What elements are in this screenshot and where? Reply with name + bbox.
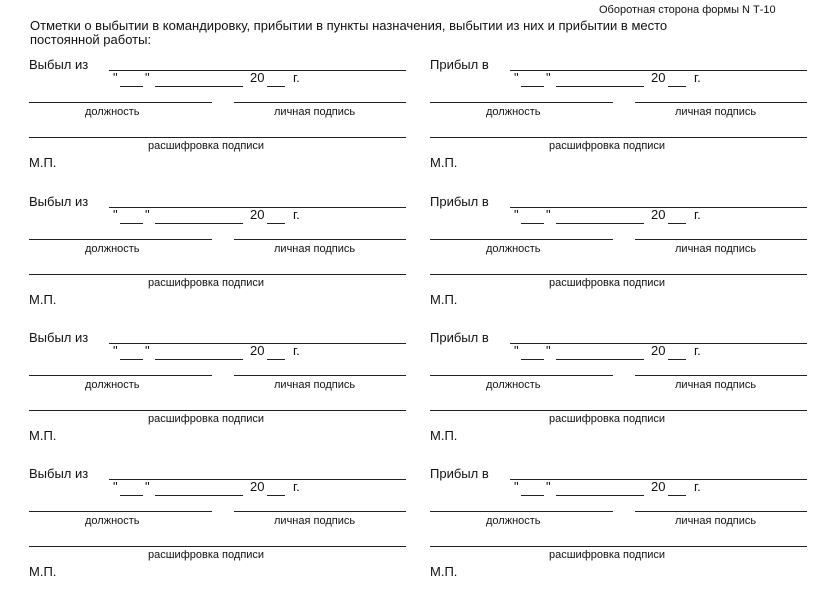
decoding-field[interactable]: [430, 410, 807, 411]
place-label: Прибыл в: [430, 194, 489, 209]
day-field[interactable]: [120, 223, 143, 224]
year-prefix: 20: [651, 207, 666, 222]
year-prefix: 20: [651, 70, 666, 85]
month-field[interactable]: [155, 359, 243, 360]
position-field[interactable]: [430, 239, 613, 240]
signature-field[interactable]: [234, 375, 406, 376]
position-caption: должность: [486, 243, 541, 255]
day-quote-close: ": [546, 70, 551, 85]
day-field[interactable]: [521, 359, 544, 360]
signature-caption: личная подпись: [274, 243, 356, 255]
decoding-field[interactable]: [430, 546, 807, 547]
signature-caption: личная подпись: [274, 106, 356, 118]
day-field[interactable]: [120, 86, 143, 87]
year-prefix: 20: [250, 70, 265, 85]
day-quote-close: ": [145, 343, 150, 358]
month-field[interactable]: [556, 86, 644, 87]
year-prefix: 20: [250, 207, 265, 222]
stamp-label: М.П.: [430, 155, 458, 170]
departure-block: [29, 194, 419, 334]
position-field[interactable]: [29, 239, 212, 240]
form-code: Оборотная сторона формы N Т-10: [599, 4, 776, 16]
place-label: Выбыл из: [29, 194, 89, 209]
signature-field[interactable]: [234, 511, 406, 512]
day-field[interactable]: [120, 495, 143, 496]
signature-caption: личная подпись: [675, 243, 757, 255]
month-field[interactable]: [155, 86, 243, 87]
place-label: Прибыл в: [430, 57, 489, 72]
day-quote-close: ": [145, 207, 150, 222]
place-label: Прибыл в: [430, 330, 489, 345]
signature-field[interactable]: [635, 375, 807, 376]
position-caption: должность: [486, 515, 541, 527]
decoding-field[interactable]: [29, 137, 406, 138]
position-caption: должность: [85, 515, 140, 527]
month-field[interactable]: [556, 359, 644, 360]
signature-field[interactable]: [635, 511, 807, 512]
day-quote-open: ": [113, 207, 118, 222]
month-field[interactable]: [155, 223, 243, 224]
decoding-caption: расшифровка подписи: [549, 549, 666, 561]
decoding-field[interactable]: [430, 274, 807, 275]
stamp-label: М.П.: [430, 564, 458, 579]
position-caption: должность: [85, 379, 140, 391]
position-caption: должность: [486, 379, 541, 391]
position-field[interactable]: [29, 375, 212, 376]
day-quote-open: ": [113, 70, 118, 85]
position-caption: должность: [486, 106, 541, 118]
stamp-label: М.П.: [430, 292, 458, 307]
stamp-label: М.П.: [29, 292, 57, 307]
day-field[interactable]: [521, 495, 544, 496]
position-caption: должность: [85, 106, 140, 118]
year-field[interactable]: [668, 86, 686, 87]
day-quote-open: ": [514, 343, 519, 358]
form-heading: Отметки о выбытии в командировку, прибытии в пункты назначения, выбытии из них и прибытии в место постоянной работы:: [30, 18, 668, 47]
decoding-caption: расшифровка подписи: [148, 140, 265, 152]
year-suffix: г.: [293, 70, 300, 85]
year-field[interactable]: [267, 359, 285, 360]
signature-caption: личная подпись: [675, 379, 757, 391]
day-quote-open: ": [113, 343, 118, 358]
signature-field[interactable]: [234, 239, 406, 240]
year-field[interactable]: [668, 359, 686, 360]
day-field[interactable]: [521, 223, 544, 224]
day-quote-close: ": [145, 70, 150, 85]
stamp-label: М.П.: [430, 428, 458, 443]
decoding-field[interactable]: [29, 410, 406, 411]
month-field[interactable]: [556, 223, 644, 224]
departure-block: [29, 466, 419, 606]
position-caption: должность: [85, 243, 140, 255]
year-prefix: 20: [250, 479, 265, 494]
decoding-caption: расшифровка подписи: [148, 413, 265, 425]
signature-field[interactable]: [635, 239, 807, 240]
departure-block: [29, 330, 419, 470]
signature-field[interactable]: [635, 102, 807, 103]
position-field[interactable]: [29, 511, 212, 512]
stamp-label: М.П.: [29, 428, 57, 443]
departure-block: [29, 57, 419, 197]
month-field[interactable]: [155, 495, 243, 496]
arrival-block: [430, 194, 820, 334]
place-label: Прибыл в: [430, 466, 489, 481]
arrival-block: [430, 57, 820, 197]
decoding-field[interactable]: [430, 137, 807, 138]
year-field[interactable]: [668, 223, 686, 224]
signature-caption: личная подпись: [675, 106, 757, 118]
year-field[interactable]: [267, 223, 285, 224]
signature-caption: личная подпись: [675, 515, 757, 527]
year-field[interactable]: [668, 495, 686, 496]
decoding-caption: расшифровка подписи: [148, 549, 265, 561]
position-field[interactable]: [430, 511, 613, 512]
year-suffix: г.: [694, 479, 701, 494]
year-prefix: 20: [651, 343, 666, 358]
year-suffix: г.: [694, 343, 701, 358]
signature-field[interactable]: [234, 102, 406, 103]
day-quote-open: ": [514, 207, 519, 222]
decoding-caption: расшифровка подписи: [549, 413, 666, 425]
year-field[interactable]: [267, 495, 285, 496]
signature-caption: личная подпись: [274, 379, 356, 391]
decoding-field[interactable]: [29, 546, 406, 547]
place-label: Выбыл из: [29, 57, 89, 72]
year-suffix: г.: [293, 207, 300, 222]
stamp-label: М.П.: [29, 564, 57, 579]
stamp-label: М.П.: [29, 155, 57, 170]
place-label: Выбыл из: [29, 466, 89, 481]
arrival-block: [430, 330, 820, 470]
decoding-caption: расшифровка подписи: [549, 140, 666, 152]
month-field[interactable]: [556, 495, 644, 496]
decoding-caption: расшифровка подписи: [148, 277, 265, 289]
year-suffix: г.: [694, 70, 701, 85]
arrival-block: [430, 466, 820, 606]
day-field[interactable]: [120, 359, 143, 360]
day-quote-close: ": [546, 479, 551, 494]
day-field[interactable]: [521, 86, 544, 87]
year-field[interactable]: [267, 86, 285, 87]
place-label: Выбыл из: [29, 330, 89, 345]
position-field[interactable]: [29, 102, 212, 103]
year-suffix: г.: [293, 343, 300, 358]
day-quote-open: ": [514, 70, 519, 85]
day-quote-close: ": [546, 207, 551, 222]
year-prefix: 20: [250, 343, 265, 358]
day-quote-open: ": [113, 479, 118, 494]
day-quote-open: ": [514, 479, 519, 494]
decoding-caption: расшифровка подписи: [549, 277, 666, 289]
position-field[interactable]: [430, 375, 613, 376]
year-suffix: г.: [694, 207, 701, 222]
signature-caption: личная подпись: [274, 515, 356, 527]
year-suffix: г.: [293, 479, 300, 494]
decoding-field[interactable]: [29, 274, 406, 275]
year-prefix: 20: [651, 479, 666, 494]
position-field[interactable]: [430, 102, 613, 103]
day-quote-close: ": [546, 343, 551, 358]
day-quote-close: ": [145, 479, 150, 494]
